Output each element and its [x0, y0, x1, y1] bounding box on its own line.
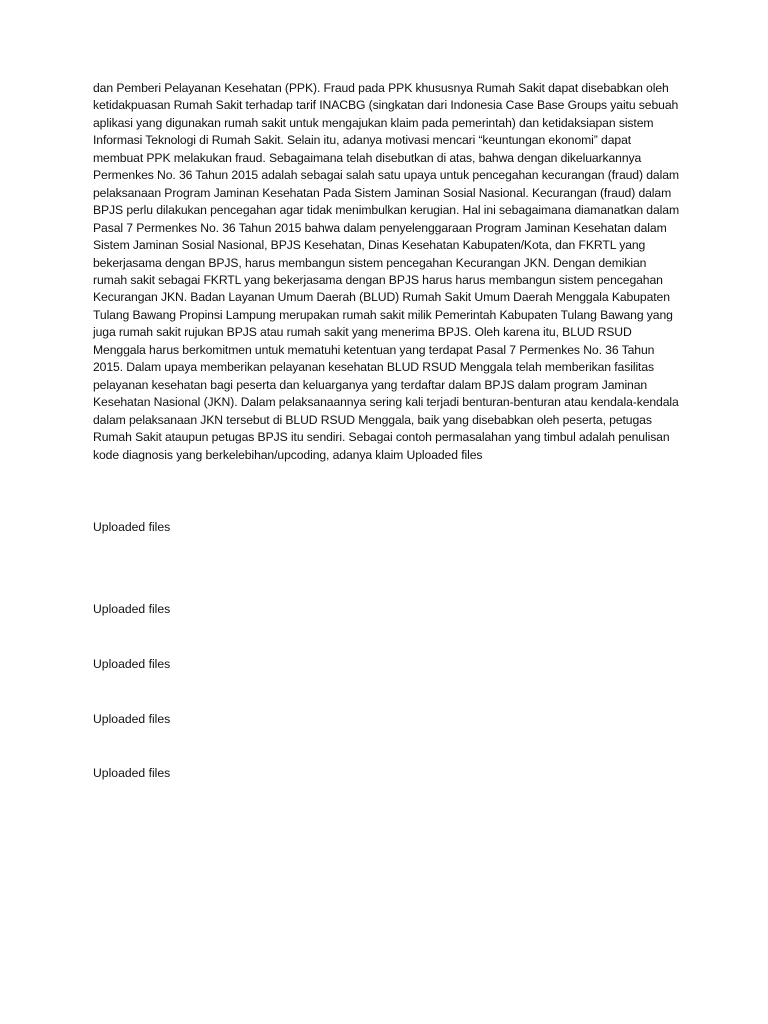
uploaded-files-label: Uploaded files [93, 520, 171, 534]
uploaded-files-label: Uploaded files [93, 712, 171, 726]
uploaded-files-label: Uploaded files [93, 766, 171, 780]
body-paragraph: dan Pemberi Pelayanan Kesehatan (PPK). Fraud pada PPK khususnya Rumah Sakit dapat disebabkan oleh ketidakpuasan Rumah Sakit terhadap tarif INACBG (singkatan dari Indonesia Case Base Groups yaitu sebuah aplikasi yang digunakan rumah sakit untuk mengajukan klaim pada pemerintah) dan ketidaksiapan sistem Informasi Teknologi di Rumah Sakit. Selain itu, adanya motivasi mencari “keuntungan ekonomi” dapat membuat PPK melakukan fraud. Sebagaimana telah disebutkan di atas, bahwa dengan dikeluarkannya Permenkes No. 36 Tahun 2015 adalah sebagai salah satu upaya untuk pencegahan kecurangan (fraud) dalam pelaksanaan Program Jaminan Kesehatan Pada Sistem Jaminan Sosial Nasional. Kecurangan (fraud) dalam BPJS perlu dilakukan pencegahan agar tidak menimbulkan kerugian. Hal ini sebagaimana diamanatkan dalam Pasal 7 Permenkes No. 36 Tahun 2015 bahwa dalam penyelenggaraan Program Jaminan Kesehatan dalam Sistem Jaminan Sosial Nasional, BPJS Kesehatan, Dinas Kesehatan Kabupaten/Kota, dan FKRTL yang bekerjasama dengan BPJS, harus membangun sistem pencegahan Kecurangan JKN. Dengan demikian rumah sakit sebagai FKRTL yang bekerjasama dengan BPJS harus harus membangun sistem pencegahan Kecurangan JKN. Badan Layanan Umum Daerah (BLUD) Rumah Sakit Umum Daerah Menggala Kabupaten Tulang Bawang Propinsi Lampung merupakan rumah sakit milik Pemerintah Kabupaten Tulang Bawang yang juga rumah sakit rujukan BPJS atau rumah sakit yang menerima BPJS. Oleh karena itu, BLUD RSUD Menggala harus berkomitmen untuk mematuhi ketentuan yang terdapat Pasal 7 Permenkes No. 36 Tahun 2015. Dalam upaya memberikan pelayanan kesehatan BLUD RSUD Menggala telah memberikan fasilitas pelayanan kesehatan bagi peserta dan keluarganya yang terdaftar dalam BPJS dalam program Jaminan Kesehatan Nasional (JKN). Dalam pelaksanaannya sering kali terjadi benturan-benturan atau kendala-kendala dalam pelaksanaan JKN tersebut di BLUD RSUD Menggala, baik yang disebabkan oleh peserta, petugas Rumah Sakit ataupun petugas BPJS itu sendiri. Sebagai contoh permasalahan yang timbul adalah penulisan kode diagnosis yang berkelebihan/upcoding, adanya klaim Uploaded files [93, 81, 680, 462]
uploaded-files-label: Uploaded files [93, 657, 171, 671]
uploaded-files-label: Uploaded files [93, 602, 171, 616]
